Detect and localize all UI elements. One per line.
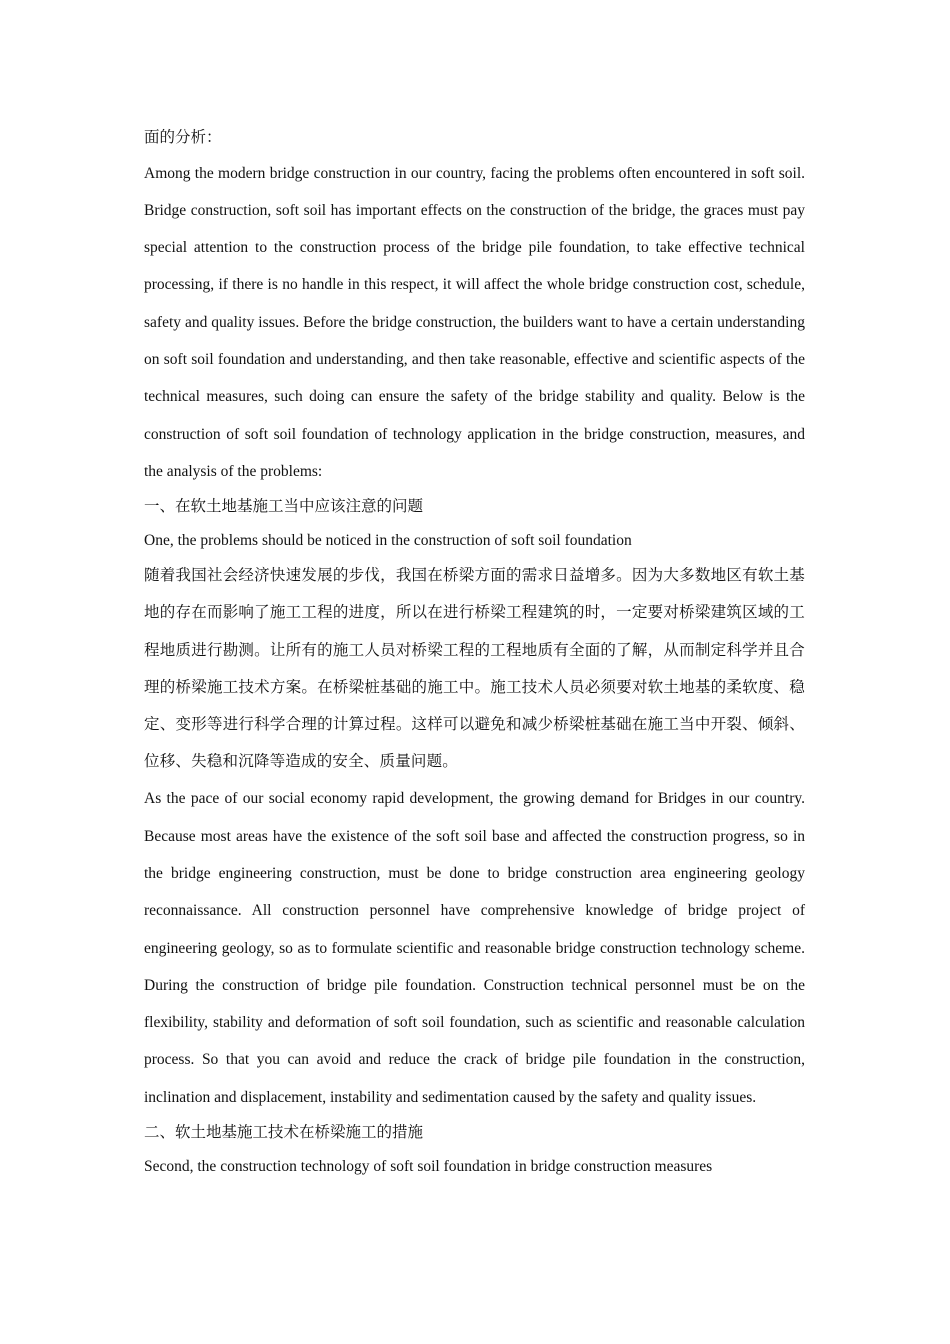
heading-one-en: One, the problems should be noticed in the construction of soft soil foundation <box>144 531 632 549</box>
heading-one-cn: 一、在软土地基施工当中应该注意的问题 <box>144 498 424 516</box>
section-one-paragraph-cn: 随着我国社会经济快速发展的步伐，我国在桥梁方面的需求日益增多。因为大多数地区有软土基地的存在而影响了施工工程的进度，所以在进行桥梁工程建筑的时，一定要对桥梁建筑区域的工程地质进行勘测。让所有的施工人员对桥梁工程的工程地质有全面的了解，从而制定科学并且合理的桥梁施工技术方案。在桥梁桩基础的施工中。施工技术人员必须要对软土地基的柔软度、稳定、变形等进行科学合理的计算过程。这样可以避免和减少桥梁桩基础在施工当中开裂、倾斜、位移、失稳和沉降等造成的安全、质量问题。 <box>144 567 805 771</box>
section-one-paragraph-en: As the pace of our social economy rapid development, the growing demand for Bridges in our country. Because most areas have the existence of the soft soil base and affected the construction progress, so in the bridge engineering construction, must be done to bridge construction area engineering geology reconnaissance. All construction personnel have comprehensive knowledge of bridge project of engineering geology, so as to formulate scientific and reasonable bridge construction technology scheme. During the construction of bridge pile foundation. Construction technical personnel must be on the flexibility, stability and deformation of soft soil foundation, such as scientific and reasonable calculation process. So that you can avoid and reduce the crack of bridge pile foundation in the construction, inclination and displacement, instability and sedimentation caused by the safety and quality issues. <box>144 790 805 1106</box>
section-intro-cn-fragment: 面的分析： <box>144 129 222 146</box>
heading-two-cn: 二、软土地基施工技术在桥梁施工的措施 <box>144 1124 424 1142</box>
document-page <box>144 121 805 1183</box>
intro-paragraph-en: Among the modern bridge construction in our country, facing the problems often encountered in soft soil. Bridge construction, soft soil has important effects on the construction of the bridge, the graces must pay special attention to the construction process of the bridge pile foundation, to take effective technical processing, if there is no handle in this respect, it will affect the whole bridge construction cost, schedule, safety and quality issues. Before the bridge construction, the builders want to have a certain understanding on soft soil foundation and understanding, and then take reasonable, effective and scientific aspects of the technical measures, such doing can ensure the safety of the bridge stability and quality. Below is the construction of soft soil foundation of technology application in the bridge construction, measures, and the analysis of the problems: <box>144 164 805 480</box>
heading-two-en: Second, the construction technology of soft soil foundation in bridge construction measures <box>144 1157 713 1175</box>
